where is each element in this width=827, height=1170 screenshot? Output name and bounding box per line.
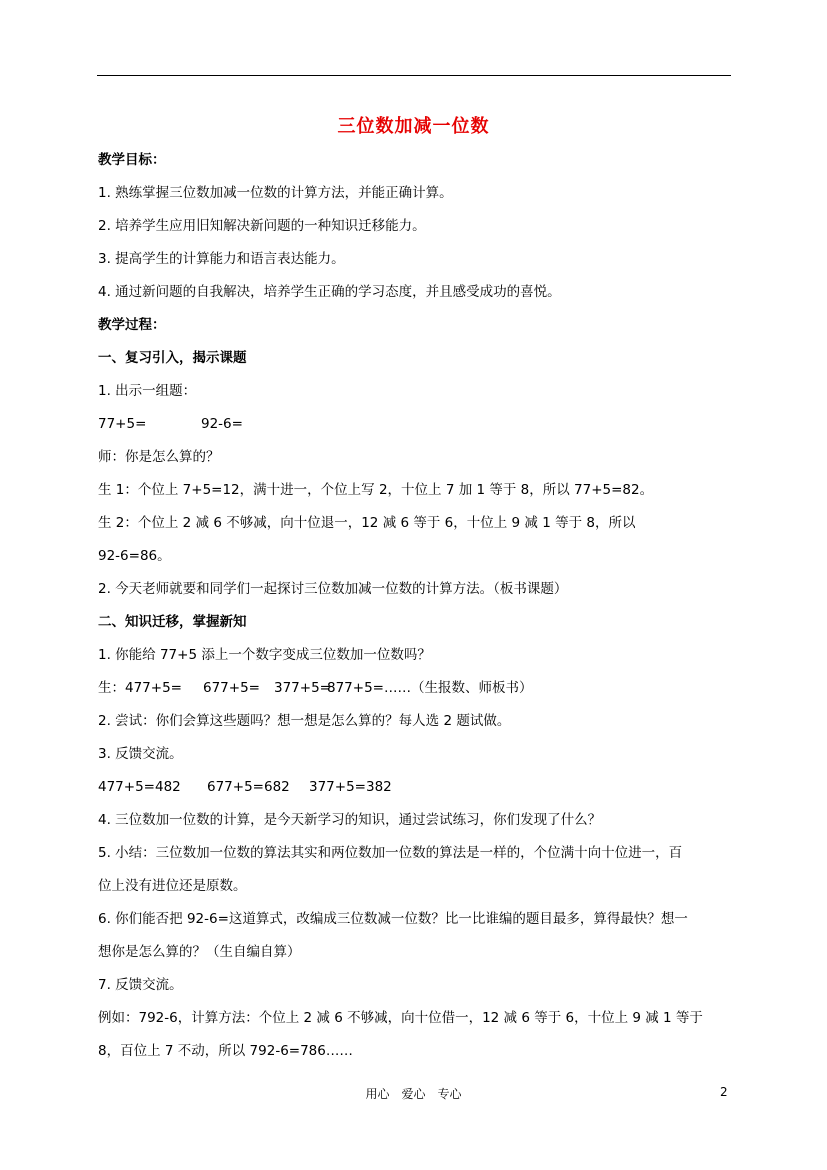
page-title: 三位数加减一位数 [337,116,490,137]
results [98,777,392,797]
section2-q5: 5. 小结：三位数加一位数的算法其实和两位数加一位数的算法是一样的，个位满十向十位进一，百 [98,845,683,861]
section2-q1: 1. 你能给 77+5 添上一个数字变成三位数加一位数吗？ [98,647,431,663]
section2-q3: 3. 反馈交流。 [98,746,183,762]
student2-answer: 生 2：个位上 2 减 6 不够减，向十位退一，12 减 6 等于 6，十位上 9 减 1 等于 8，所以 [98,515,636,531]
header-rule [97,75,731,76]
result-2: 677+5=682 [207,779,290,795]
process-heading: 教学过程： [98,317,166,333]
goals-heading: 教学目标： [98,152,166,168]
student2-answer-cont: 92-6=86。 [98,548,171,564]
goal-item-1: 1. 熟练掌握三位数加减一位数的计算方法，并能正确计算。 [98,185,453,201]
result-3: 377+5=382 [309,779,392,795]
section2-q6-cont: 想你是怎么算的？（生自编自算） [98,944,301,960]
page-number: 2 [720,1085,728,1099]
equation-2: 92-6= [201,416,243,432]
footer-item-3: 专心 [437,1087,462,1101]
equation-1: 77+5= [98,416,147,432]
footer-motto [0,1085,827,1102]
result-1: 477+5=482 [98,779,181,795]
section1-step2: 2. 今天老师就要和同学们一起探讨三位数加减一位数的计算方法。（板书课题） [98,581,568,597]
examples-label: 生： [98,680,125,696]
example-4: 877+5=……（生报数、师板书） [327,680,533,696]
example-3: 377+5= [274,680,331,696]
section2-q7: 7. 反馈交流。 [98,977,183,993]
footer-item-1: 用心 [365,1087,390,1101]
teacher-question: 师：你是怎么算的？ [98,449,220,465]
goal-item-2: 2. 培养学生应用旧知解决新问题的一种知识迁移能力。 [98,218,426,234]
goal-item-4: 4. 通过新问题的自我解决，培养学生正确的学习态度，并且感受成功的喜悦。 [98,284,561,300]
example-2: 677+5= [203,680,260,696]
example-line-cont: 8，百位上 7 不动，所以 792-6=786…… [98,1043,353,1059]
section2-q6: 6. 你们能否把 92-6=这道算式，改编成三位数减一位数？比一比谁编的题目最多，算得最快？想一 [98,911,688,927]
section2-heading: 二、知识迁移，掌握新知 [98,614,247,630]
student1-answer: 生 1：个位上 7+5=12，满十进一，个位上写 2，十位上 7 加 1 等于 8，所以 77+5=82。 [98,482,654,498]
review-equations [98,414,243,434]
section1-heading: 一、复习引入，揭示课题 [98,350,247,366]
section1-step1: 1. 出示一组题： [98,383,197,399]
section2-q5-cont: 位上没有进位还是原数。 [98,878,247,894]
section2-q4: 4. 三位数加一位数的计算，是今天新学习的知识，通过尝试练习，你们发现了什么？ [98,812,602,828]
goal-item-3: 3. 提高学生的计算能力和语言表达能力。 [98,251,345,267]
section2-q2: 2. 尝试：你们会算这些题吗？想一想是怎么算的？每人选 2 题试做。 [98,713,511,729]
example-1: 477+5= [125,680,182,696]
student-examples [98,678,532,698]
example-line: 例如：792-6，计算方法：个位上 2 减 6 不够减，向十位借一，12 减 6 等于 6，十位上 9 减 1 等于 [98,1010,703,1026]
footer-item-2: 爱心 [401,1087,426,1101]
